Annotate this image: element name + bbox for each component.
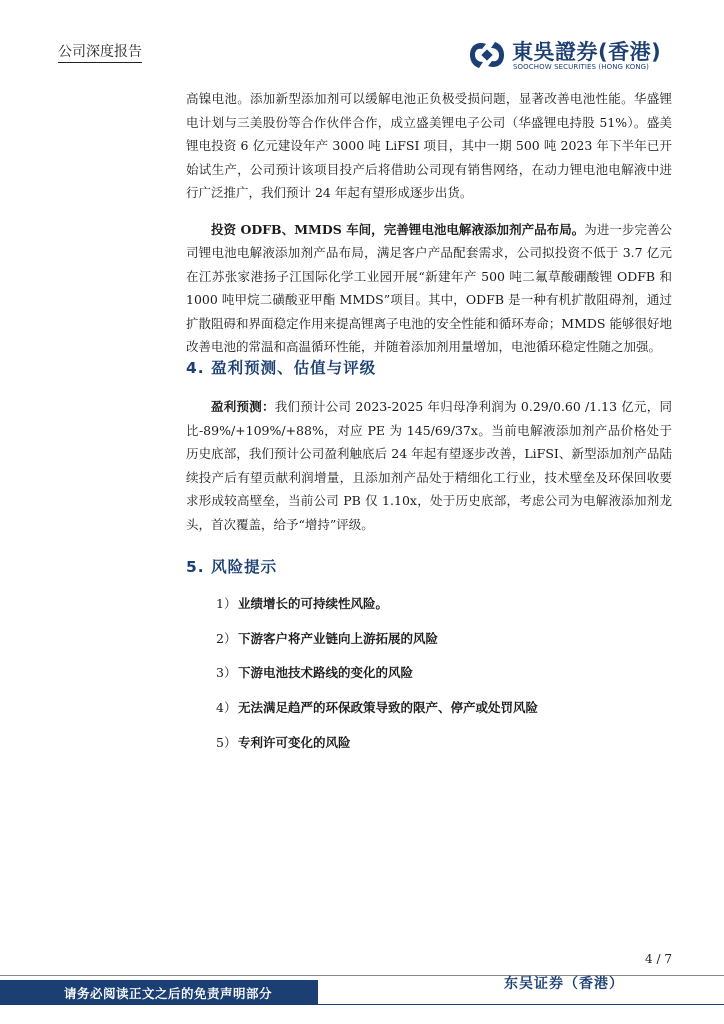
list-item: 3） 下游电池技术路线的变化的风险 bbox=[216, 665, 414, 681]
list-item: 4） 无法满足趋严的环保政策导致的限产、停产或处罚风险 bbox=[216, 700, 539, 716]
paragraph-forecast bbox=[186, 395, 672, 536]
section-4-body bbox=[186, 395, 672, 536]
body-text bbox=[186, 87, 672, 359]
list-item: 5） 专利许可变化的风险 bbox=[216, 734, 351, 750]
logo-chinese-name: 東吳證券(香港) bbox=[512, 40, 662, 64]
disclaimer-notice: 请务必阅读正文之后的免责声明部分 bbox=[64, 986, 273, 1001]
forecast-lead: 盈利预测： bbox=[211, 399, 275, 414]
list-item: 1） 业绩增长的可持续性风险。 bbox=[216, 596, 389, 611]
paragraph-text: 为进一步完善公司锂电池电解液添加剂产品布局，满足客户产品配套需求，公司拟投资不低于 3.7 亿元在江苏张家港扬子江国际化学工业园开展“新建年产 500 吨二氟草酸硼酸锂 ODFB 和 1000 吨甲烷二磺酸亚甲酯 MMDS”项目。其中，ODFB 是一种有机扩散阻碍剂，通过扩散阻碍和界面稳定作用来提高锂离子电池的安全性能和循环寿命；MMDS 能够很好地改善电池的常温和高温循环性能，并随着添加剂用量增加，电池循环稳定性随之加强。 bbox=[186, 221, 672, 354]
soochow-logo-icon bbox=[466, 38, 508, 72]
footer-firm-name: 东吴证券（香港） bbox=[504, 976, 624, 992]
page-number: 4 / 7 bbox=[645, 952, 672, 966]
paragraph-lifsi: 高镍电池。添加新型添加剂可以缓解电池正负极受损问题，显著改善电池性能。华盛锂电计划与三美股份等合作伙伴合作，成立盛美锂电子公司（华盛锂电持股 51%）。盛美锂电投资 6 亿元建设年产 3000 吨 LiFSI 项目，其中一期 500 吨 2023 年下半年已开始试生产，公司预计该项目投产后将借助公司现有销售网络，在动力锂电池电解液中进行广泛推广，我们预计 24 年起有望形成逐步出货。 bbox=[186, 91, 672, 200]
forecast-text: 我们预计公司 2023-2025 年归母净利润为 0.29/0.60 /1.13 亿元，同比-89%/+109%/+88%，对应 PE 为 145/69/37x。当前电解液添加剂产品价格处于历史底部，我们预计公司盈利触底后 24 年起有望逐步改善，LiFSI、新型添加剂产品陆续投产后有望贡献利润增量，且添加剂产品处于精细化工行业，技术壁垒及环保回收要求形成较高壁垒，当前公司 PB 仅 1.10x，处于历史底部，考虑公司为电解液添加剂龙头，首次覆盖，给予“增持”评级。 bbox=[186, 399, 672, 532]
list-item: 2） 下游客户将产业链向上游拓展的风险 bbox=[216, 630, 439, 646]
report-type-label: 公司深度报告 bbox=[58, 41, 142, 63]
section-4-title: 4. 盈利预测、估值与评级 bbox=[186, 359, 377, 377]
logo-english-name: SOOCHOW SECURITIES (HONG KONG) bbox=[513, 63, 650, 71]
section-5-title: 5. 风险提示 bbox=[186, 558, 278, 576]
risk-list bbox=[216, 594, 676, 767]
paragraph-odfb-mmds bbox=[186, 218, 672, 359]
footer-bar-line bbox=[318, 1004, 724, 1005]
paragraph-lead: 投资 ODFB、MMDS 车间，完善锂电池电解液添加剂产品布局。 bbox=[211, 221, 585, 237]
company-logo bbox=[466, 36, 676, 76]
